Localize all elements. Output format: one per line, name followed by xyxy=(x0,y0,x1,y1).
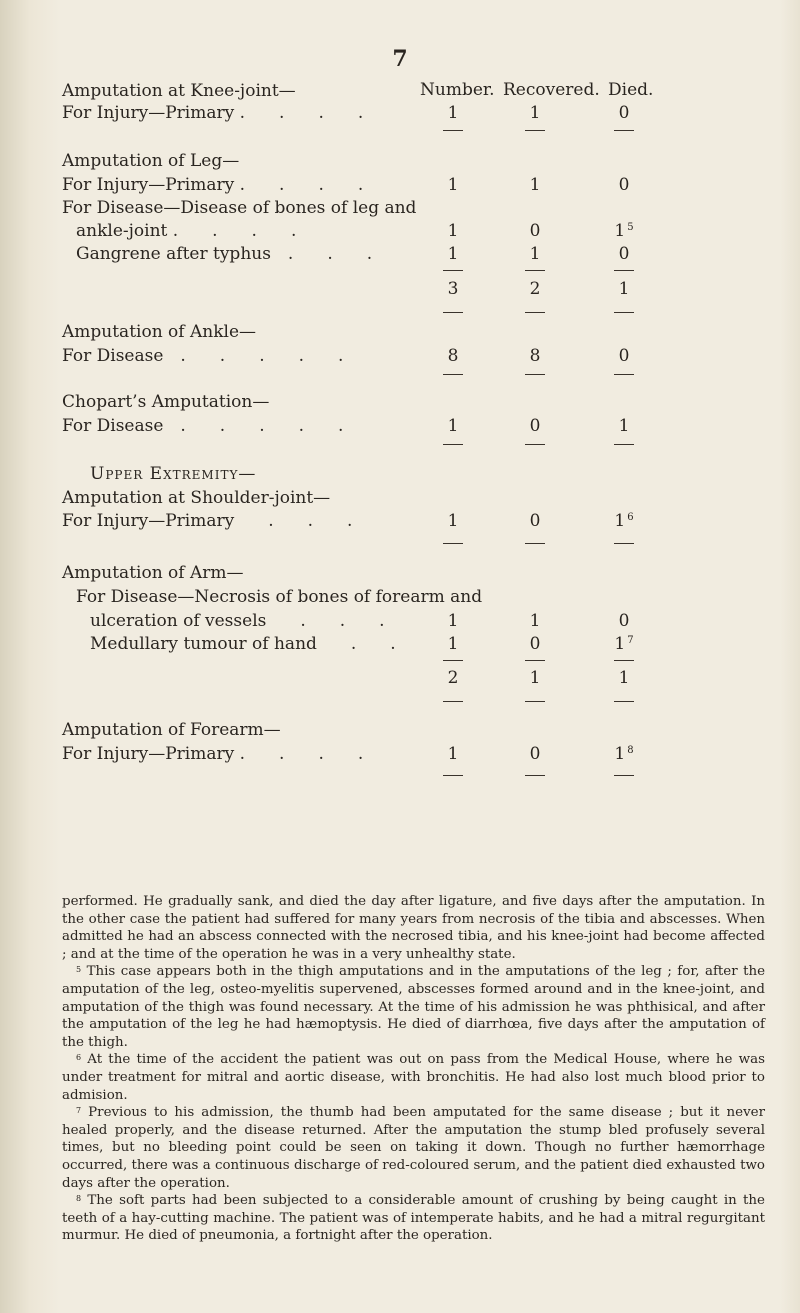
footnote-8: $^8$ The soft parts had been subjected to a considerable amount of crushing by being caught in the teeth of a hay-cutting machine. The patient was of intemperate habits, and he had a mitral regurgitant murmur. He died of pneumonia, a fortnight after the operation. xyxy=(62,1193,765,1244)
rule xyxy=(443,312,463,313)
footnote-5: $^5$ This case appears both in the thigh amputations and in the amputations of the leg ; for, after the amputation of the leg, osteo-myelitis supervened, abscesses formed around and in the knee-joint, and amputation of the thigh was found necessary. At the time of his admission he was phthisical, and after the amputation of the leg he had hæmoptysis. He died of diarrhœa, five days after the amputation of the thigh. xyxy=(62,964,765,1050)
rule xyxy=(614,444,634,445)
section-title-ankle: Amputation of Ankle— xyxy=(62,322,257,342)
footnote-6: $^6$ At the time of the accident the patient was out on pass from the Medical House, where he was under treatment for mitral and aortic disease, with bronchitis. He had also lost much blood prior to admision. xyxy=(62,1052,765,1103)
footnotes xyxy=(62,893,765,1245)
table-row xyxy=(0,510,800,532)
footnote-ref: 5 xyxy=(627,222,634,233)
rule xyxy=(614,312,634,313)
cell-recovered: 0 xyxy=(529,634,541,654)
table-row xyxy=(0,174,800,196)
cell-number: 1 xyxy=(447,511,459,531)
row-label: Medullary tumour of hand . . xyxy=(90,634,396,654)
section-title-knee: Amputation at Knee-joint— xyxy=(62,81,296,101)
cell-number: 1 xyxy=(447,744,459,764)
row-label: ankle-joint . . . . xyxy=(76,221,297,241)
cell-recovered: 0 xyxy=(529,221,541,241)
cell-died: 0 xyxy=(618,244,630,264)
footnote-mark: 6 xyxy=(76,1053,82,1063)
table-row xyxy=(0,243,800,265)
rule xyxy=(525,270,545,271)
rule xyxy=(614,270,634,271)
rule xyxy=(525,130,545,131)
rule xyxy=(443,543,463,544)
rule xyxy=(525,701,545,702)
rule xyxy=(443,660,463,661)
cell-died: 0 xyxy=(618,346,630,366)
cell-number: 3 xyxy=(447,279,459,299)
section-title-shoulder: Amputation at Shoulder-joint— xyxy=(62,488,331,508)
section-title-arm: Amputation of Arm— xyxy=(62,563,244,583)
footnote-ref: 7 xyxy=(627,635,634,646)
column-header-number: Number. xyxy=(420,80,495,100)
row-label: For Injury—Primary . . . . xyxy=(62,103,364,123)
table-row xyxy=(0,345,800,367)
rule xyxy=(525,775,545,776)
table-row xyxy=(0,415,800,437)
cell-died: 0 xyxy=(618,611,630,631)
cell-recovered: 0 xyxy=(529,511,541,531)
cell-number: 1 xyxy=(447,416,459,436)
cell-recovered: 1 xyxy=(529,244,541,264)
rule xyxy=(614,701,634,702)
cell-died: 1 $^8$ xyxy=(614,744,634,764)
footnote-mark: 5 xyxy=(76,965,82,975)
cell-recovered: 2 xyxy=(529,279,541,299)
rule xyxy=(614,130,634,131)
cell-died: 1 xyxy=(618,279,630,299)
footnote-ref: 8 xyxy=(627,745,634,756)
cell-recovered: 0 xyxy=(529,744,541,764)
row-label: For Disease . . . . . xyxy=(62,346,344,366)
cell-number: 1 xyxy=(447,175,459,195)
table-row xyxy=(0,102,800,124)
cell-recovered: 1 xyxy=(529,668,541,688)
footnote-7: $^7$ Previous to his admission, the thumb had been amputated for the same disease ; but it never healed properly, and the disease returned. After the amputation the stump bled profusely several times, but no bleeding point could be seen on taking it down. Though no further hæmorrhage occurred, there was a continuous discharge of red-coloured serum, and the patient died exhausted two days after the operation. xyxy=(62,1105,765,1191)
cell-number: 1 xyxy=(447,634,459,654)
row-label-continued: For Disease—Necrosis of bones of forearm and xyxy=(76,587,483,607)
rule xyxy=(525,543,545,544)
cell-number: 1 xyxy=(447,244,459,264)
section-heading-upper-extremity: Upper Extremity— xyxy=(90,464,257,484)
section-title-forearm: Amputation of Forearm— xyxy=(62,720,281,740)
cell-died: 0 xyxy=(618,103,630,123)
total-row xyxy=(0,278,800,300)
column-header-died: Died. xyxy=(608,80,654,100)
cell-died: 1 $^7$ xyxy=(614,634,634,654)
section-title-chopart: Chopart’s Amputation— xyxy=(62,392,270,412)
row-label: For Injury—Primary . . . . xyxy=(62,175,364,195)
cell-died: 1 xyxy=(618,416,630,436)
cell-died: 1 $^5$ xyxy=(614,221,634,241)
rule xyxy=(525,660,545,661)
rule xyxy=(443,775,463,776)
row-label: For Disease . . . . . xyxy=(62,416,344,436)
total-row xyxy=(0,667,800,689)
row-label: For Injury—Primary . . . . xyxy=(62,744,364,764)
cell-recovered: 8 xyxy=(529,346,541,366)
rule xyxy=(614,543,634,544)
table-row xyxy=(0,610,800,632)
rule xyxy=(614,775,634,776)
rule xyxy=(443,701,463,702)
page-number: 7 xyxy=(392,46,408,72)
rule xyxy=(443,444,463,445)
row-label: For Injury—Primary . . . xyxy=(62,511,353,531)
row-label-continued: For Disease—Disease of bones of leg and xyxy=(62,198,417,218)
cell-recovered: 1 xyxy=(529,175,541,195)
rule xyxy=(525,312,545,313)
cell-died: 1 xyxy=(618,668,630,688)
table-row xyxy=(0,743,800,765)
footnote-continuation: performed. He gradually sank, and died the day after ligature, and five days after the amputation. In the other case the patient had suffered for many years from necrosis of the tibia and abscesses. When admitted he had an abscess connected with the necrosed tibia, and his knee-joint had become affected ; and at the time of the operation he was in a very unhealthy state. xyxy=(62,894,765,962)
footnote-mark: 7 xyxy=(76,1106,82,1116)
cell-recovered: 1 xyxy=(529,103,541,123)
cell-recovered: 0 xyxy=(529,416,541,436)
cell-number: 1 xyxy=(447,611,459,631)
cell-number: 1 xyxy=(447,103,459,123)
rule xyxy=(443,130,463,131)
table-row xyxy=(0,220,800,242)
rule xyxy=(614,374,634,375)
rule xyxy=(614,660,634,661)
row-label: Gangrene after typhus . . . xyxy=(76,244,373,264)
rule xyxy=(525,444,545,445)
cell-number: 8 xyxy=(447,346,459,366)
rule xyxy=(443,270,463,271)
cell-died: 0 xyxy=(618,175,630,195)
footnote-mark: 8 xyxy=(76,1194,82,1204)
rule xyxy=(443,374,463,375)
table-row xyxy=(0,633,800,655)
column-header-recovered: Recovered. xyxy=(503,80,600,100)
section-title-leg: Amputation of Leg— xyxy=(62,151,240,171)
row-label: ulceration of vessels . . . xyxy=(90,611,385,631)
cell-number: 1 xyxy=(447,221,459,241)
cell-died: 1 $^6$ xyxy=(614,511,634,531)
rule xyxy=(525,374,545,375)
cell-number: 2 xyxy=(447,668,459,688)
footnote-ref: 6 xyxy=(627,512,634,523)
cell-recovered: 1 xyxy=(529,611,541,631)
